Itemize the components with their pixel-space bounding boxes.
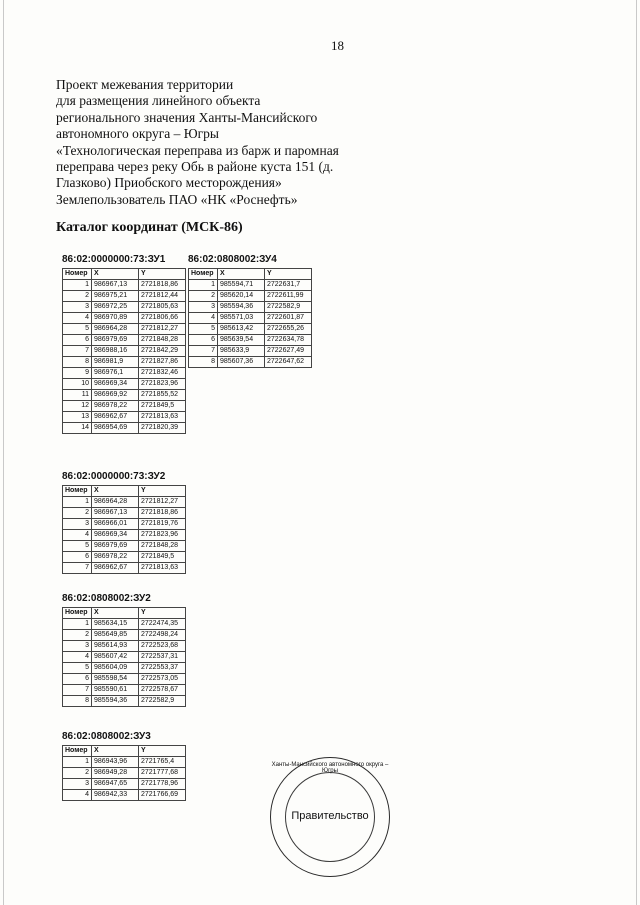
cell-y: 2721805,63 [139,302,186,313]
cell-y: 2721766,69 [139,790,186,801]
cell-x: 985649,85 [92,630,139,641]
cell-y: 2722611,99 [265,291,312,302]
table-row [63,497,186,508]
table-row [63,563,186,574]
catalog-title: Каталог координат (МСК-86) [56,220,243,235]
cell-y: 2722631,7 [265,280,312,291]
table-row [189,280,312,291]
coordinates-table [62,607,186,707]
table-row [63,357,186,368]
cell-x: 985594,36 [218,302,265,313]
cell-num: 4 [189,313,218,324]
header-line: автономного округа – Югры [56,126,219,142]
column-header-num: Номер [189,269,218,280]
cell-y: 2721812,44 [139,291,186,302]
cell-num: 2 [63,630,92,641]
cell-num: 3 [63,302,92,313]
cell-y: 2721823,96 [139,530,186,541]
cell-x: 986976,1 [92,368,139,379]
page-number: 18 [331,38,344,53]
table-header-row [63,746,186,757]
cell-y: 2721812,27 [139,497,186,508]
cell-x: 985633,9 [218,346,265,357]
cell-x: 986966,01 [92,519,139,530]
cell-y: 2722627,49 [265,346,312,357]
coord-table-block [62,254,186,434]
cell-y: 2722474,35 [139,619,186,630]
cell-num: 3 [63,519,92,530]
cell-num: 6 [189,335,218,346]
table-row [63,779,186,790]
column-header-y: Y [139,608,186,619]
cell-y: 2721848,28 [139,335,186,346]
table-row [63,313,186,324]
cell-x: 986969,92 [92,390,139,401]
table-label: 86:02:0808002:ЗУ2 [62,593,151,604]
cell-num: 5 [63,663,92,674]
table-row [63,368,186,379]
cell-x: 986949,28 [92,768,139,779]
cell-num: 2 [63,291,92,302]
cell-num: 5 [63,324,92,335]
table-label: 86:02:0000000:73:ЗУ2 [62,471,166,482]
coordinates-table [62,268,186,434]
coord-table-block [62,593,186,707]
cell-num: 6 [63,552,92,563]
cell-y: 2721849,5 [139,552,186,563]
cell-y: 2721818,86 [139,508,186,519]
cell-y: 2721842,29 [139,346,186,357]
cell-y: 2722523,68 [139,641,186,652]
header-line: Проект межевания территории [56,77,234,92]
cell-y: 2721777,68 [139,768,186,779]
cell-x: 985607,42 [92,652,139,663]
cell-num: 6 [63,335,92,346]
cell-num: 5 [189,324,218,335]
cell-y: 2722578,67 [139,685,186,696]
cell-y: 2721820,39 [139,423,186,434]
cell-x: 985607,36 [218,357,265,368]
cell-num: 4 [63,530,92,541]
header-line: «Технологическая переправа из барж и паромная [56,142,339,158]
cell-x: 986967,13 [92,508,139,519]
coordinates-table [62,485,186,574]
cell-x: 986978,22 [92,552,139,563]
cell-x: 985634,15 [92,619,139,630]
cell-num: 1 [189,280,218,291]
cell-num: 12 [63,401,92,412]
table-row [189,313,312,324]
table-row [63,423,186,434]
cell-x: 985571,03 [218,313,265,324]
cell-num: 8 [63,696,92,707]
cell-num: 1 [63,757,92,768]
table-header-row [63,269,186,280]
table-row [63,346,186,357]
cell-y: 2722537,31 [139,652,186,663]
table-row [63,324,186,335]
cell-y: 2722582,9 [139,696,186,707]
cell-x: 985604,09 [92,663,139,674]
column-header-x: X [92,486,139,497]
column-header-y: Y [139,269,186,280]
column-header-y: Y [139,746,186,757]
table-row [189,357,312,368]
cell-y: 2721765,4 [139,757,186,768]
table-label: 86:02:0808002:ЗУ4 [188,254,277,265]
cell-y: 2721778,96 [139,779,186,790]
header-line: Глазково) Приобского месторождения» [56,175,282,191]
cell-x: 986962,67 [92,412,139,423]
table-row [63,663,186,674]
table-row [63,652,186,663]
column-header-x: X [92,608,139,619]
table-row [63,541,186,552]
cell-num: 7 [63,346,92,357]
column-header-y: Y [265,269,312,280]
cell-y: 2721848,28 [139,541,186,552]
table-label: 86:02:0808002:ЗУ3 [62,731,151,742]
cell-num: 7 [63,563,92,574]
table-row [63,552,186,563]
column-header-num: Номер [63,608,92,619]
cell-y: 2722601,87 [265,313,312,324]
cell-y: 2721827,86 [139,357,186,368]
table-row [63,674,186,685]
cell-x: 985639,54 [218,335,265,346]
table-row [63,685,186,696]
table-row [63,401,186,412]
page-edge-right [636,0,637,905]
table-row [63,619,186,630]
cell-x: 986978,22 [92,401,139,412]
table-row [63,302,186,313]
cell-x: 986954,69 [92,423,139,434]
table-row [189,335,312,346]
header-line: регионального значения Ханты-Мансийского [56,109,318,125]
cell-num: 2 [63,508,92,519]
document-header [56,77,386,208]
table-row [63,280,186,291]
cell-y: 2722647,62 [265,357,312,368]
column-header-num: Номер [63,269,92,280]
table-row [189,324,312,335]
cell-y: 2721813,63 [139,563,186,574]
cell-y: 2721818,86 [139,280,186,291]
cell-y: 2722553,37 [139,663,186,674]
cell-y: 2722582,9 [265,302,312,313]
seal-ring-text: Ханты-Мансийского автономного округа – Югры [271,762,389,774]
cell-num: 1 [63,497,92,508]
cell-x: 986972,25 [92,302,139,313]
official-seal [270,757,390,877]
table-row [63,508,186,519]
cell-num: 13 [63,412,92,423]
cell-x: 986943,96 [92,757,139,768]
table-header-row [63,486,186,497]
cell-num: 3 [63,779,92,790]
cell-y: 2721832,46 [139,368,186,379]
cell-y: 2721849,5 [139,401,186,412]
cell-y: 2721823,96 [139,379,186,390]
cell-x: 985594,71 [218,280,265,291]
column-header-y: Y [139,486,186,497]
cell-y: 2721806,66 [139,313,186,324]
cell-num: 10 [63,379,92,390]
cell-num: 7 [63,685,92,696]
column-header-x: X [92,746,139,757]
coord-table-block [188,254,312,368]
cell-x: 986979,69 [92,335,139,346]
cell-y: 2722498,24 [139,630,186,641]
page-edge-left [3,0,4,905]
cell-num: 2 [63,768,92,779]
cell-x: 986947,65 [92,779,139,790]
cell-num: 1 [63,619,92,630]
seal-center-text: Правительство [291,810,369,822]
cell-x: 986942,33 [92,790,139,801]
cell-x: 986981,9 [92,357,139,368]
table-row [63,390,186,401]
table-header-row [189,269,312,280]
cell-num: 2 [189,291,218,302]
cell-x: 985614,93 [92,641,139,652]
cell-x: 986975,21 [92,291,139,302]
cell-num: 4 [63,652,92,663]
cell-y: 2722573,05 [139,674,186,685]
cell-num: 11 [63,390,92,401]
cell-x: 986988,16 [92,346,139,357]
cell-num: 3 [63,641,92,652]
cell-x: 986962,67 [92,563,139,574]
table-label: 86:02:0000000:73:ЗУ1 [62,254,166,265]
table-row [189,346,312,357]
header-line: Землепользователь ПАО «НК «Роснефть» [56,191,298,207]
cell-y: 2721819,76 [139,519,186,530]
column-header-num: Номер [63,746,92,757]
table-row [63,630,186,641]
cell-x: 986969,34 [92,379,139,390]
cell-x: 986970,89 [92,313,139,324]
coordinates-table [62,745,186,801]
cell-num: 5 [63,541,92,552]
column-header-x: X [92,269,139,280]
cell-num: 9 [63,368,92,379]
coordinates-table [188,268,312,368]
table-header-row [63,608,186,619]
cell-x: 986979,69 [92,541,139,552]
cell-num: 14 [63,423,92,434]
cell-x: 986964,28 [92,497,139,508]
cell-num: 3 [189,302,218,313]
table-row [63,291,186,302]
cell-x: 985613,42 [218,324,265,335]
table-row [63,335,186,346]
cell-num: 8 [63,357,92,368]
cell-num: 6 [63,674,92,685]
cell-y: 2721855,52 [139,390,186,401]
cell-y: 2722655,26 [265,324,312,335]
cell-num: 4 [63,790,92,801]
cell-y: 2722634,78 [265,335,312,346]
table-row [63,530,186,541]
coord-table-block [62,471,186,574]
coord-table-block [62,731,186,801]
table-row [63,696,186,707]
cell-y: 2721812,27 [139,324,186,335]
cell-x: 986967,13 [92,280,139,291]
cell-x: 985594,36 [92,696,139,707]
table-row [63,379,186,390]
cell-num: 7 [189,346,218,357]
header-line: для размещения линейного объекта [56,93,261,109]
table-row [63,790,186,801]
table-row [63,641,186,652]
cell-x: 985590,61 [92,685,139,696]
column-header-x: X [218,269,265,280]
table-row [63,757,186,768]
table-row [63,768,186,779]
cell-x: 985620,14 [218,291,265,302]
cell-x: 985598,54 [92,674,139,685]
cell-x: 986964,28 [92,324,139,335]
column-header-num: Номер [63,486,92,497]
cell-x: 986969,34 [92,530,139,541]
cell-num: 8 [189,357,218,368]
table-row [189,291,312,302]
cell-num: 1 [63,280,92,291]
header-line: переправа через реку Обь в районе куста 151 (д. [56,159,334,175]
table-row [63,412,186,423]
cell-y: 2721813,63 [139,412,186,423]
table-row [63,519,186,530]
table-row [189,302,312,313]
cell-num: 4 [63,313,92,324]
